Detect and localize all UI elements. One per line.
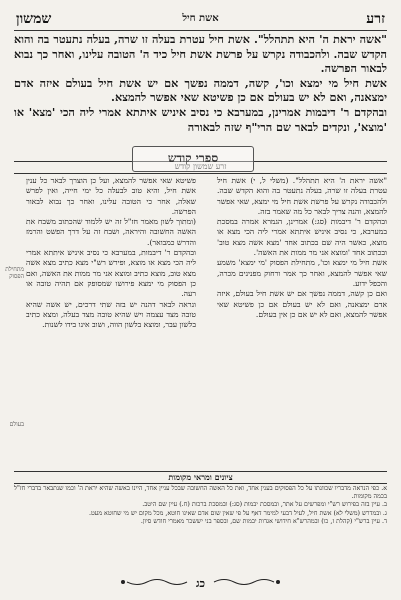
footnote: א. כפי הנראה מדבריו שכוונתו על כל הפסוקים בענין אחד, ואת כל האשה החשובה שבכל עניין אחד, היינו באשה שהיא יראת ה' וכמו שנתבאר בדברי חז"ל בכמה מקומות. (14, 485, 387, 501)
commentary-columns (5, 176, 387, 466)
separator-band: זרע שמשון קודש (14, 161, 387, 174)
ornament-icon (119, 577, 189, 587)
footnote: ד. עיין ברש"י (קהלת ז, כו) ובמהרש"א חידושי אגדות יבמות שם, ובספר בני יששכר מאמרי חודש סיון. (140, 517, 387, 525)
header-left: שמשון (16, 11, 52, 27)
footnote: ג. ובמדרש (משלי לא) אשת חיל, לעיל דבעי למימר דאף על פי שאין שום אדם שאינו חוטא, מכל מקום יש מי שחוטא מעט. (88, 509, 387, 517)
ornament-icon (212, 577, 282, 587)
main-paragraph: אשת חיל מי ימצא וכו', קשה, דממה נפשך אם יש אשת חיל בעולם איזה אדם ימצאנה, ואם לא יש בעולם אם כן פשיטא שאי אפשר להמצא. (14, 75, 387, 105)
column-paragraph: אשת חיל מי ימצא וכו', מתחילת הפסוק 'מי ימצא' משמע שאי אפשר להמצא, ואחר כך אמר ורחוק מפנינים מכרה, והכפל ידוע. (217, 258, 387, 288)
left-column (26, 176, 196, 330)
margin-note: מתחילת הפסוק (5, 266, 24, 280)
page-number: כג (195, 577, 205, 590)
margin-note: בעולם (9, 421, 24, 428)
running-header (14, 10, 387, 31)
header-center: אשת חיל (182, 13, 219, 24)
footnote: ב. עיין בזה בפירוש רש"י ומפרשים על אתר, ובמסכת יבמות (סג:) ובמסכת ברכות (ח.) עיין שם היטב. (142, 501, 387, 509)
column-paragraph: ובהקדם ר' דיבמות (סג:) אמרינן, הגמרא אמרה במסכת במערבא, כי נסיב איניש איתתא אמרי ליה הכי מצא או מוצא, כאשר היה שם בכתוב אחד 'מצא אשה מצא טוב' ובכתוב אחד 'ומוצא אני מר ממות את האשה'. (217, 217, 387, 258)
library-stamp: ספרי קודש (132, 146, 254, 172)
column-paragraph: (ומתוך לשון מאמר חז"ל זה יש ללמוד שהכתוב משבח את האשה החשובה והיראה, ושבח זה על דרך הפשט והרמז והדרש כמבואר). (26, 217, 196, 247)
header-right: זרע (366, 11, 385, 27)
column-paragraph: ונראה לבאר דהנה יש בזה שתי דרכים, יש אשה שהיא טובה מצד עצמה ויש שהיא טובה מצד בעלה, ומצא כתיב בלשון עבר, ומוצא בלשון הווה, ושוב אינו בידו לשנות. (26, 299, 196, 330)
main-paragraph: "אשה יראת ה' היא תתהלל". אשת חיל עטרת בעלה זו שרה, בעלה נתעטר בה והוא הקדש שבה. ולהכבודה נקרש על פרשת אשת חיל כיד ה' הטובה עלינו, ואחר כך נבוא לבאור הפרשה. (14, 32, 387, 76)
document-page (5, 10, 387, 592)
page-footer (14, 572, 387, 592)
footnotes (14, 485, 387, 526)
right-column (217, 176, 387, 320)
column-paragraph: פשיטא שאי אפשר להמצא, ועל כן הוצרך לבאר כל ענין אשת חיל, והיא טוב לבעלה כל ימי חייה, ואין לפרש שאלה, אחר כי הטובה עלינו, ואחר כך נבוא לבאור הפרשה. (26, 176, 196, 216)
column-paragraph: ובהקדם ר' דיבמות, במערבא כי נסיב איניש איתתא אמרי ליה הכי מצא או מוצא, ופירש רש"י מצא כתיב מצא אשה מצא טוב, מוצא כתיב ומוצא אני מר ממות את האשה, ואם כן הפסוק מי ימצא פירושו שמסופק אם תהיה טובה או רעה. (25, 248, 196, 299)
notes-header: ציונים ומראי מקומות (14, 471, 387, 484)
column-paragraph: "אשה יראת ה' היא תתהלל". (משלי ל, י) אשת חיל עטרת בעלה זו שרה, בעלה נתעטר בה והוא הקדש שבה. ולהכבודה נקרש על פרשת אשת חיל מי ימצא, שאי אפשר להמצא, והנה צריך לבאר כל מה שאמר בזה. (217, 176, 387, 216)
column-paragraph: ואם כן קשה, דממה נפשך אם יש אשת חיל בעולם, איזה אדם ימצאנה, ואם לא יש בעולם אם כן פשיטא שאי אפשר להמצא, ואם לא יש אם כן אין בעולם. (217, 289, 387, 319)
main-paragraph: ובהקדם ר' דיבמות אמרינן, במערבא כי נסיב איניש איתתא אמרי ליה הכי 'מצא' או 'מוצא', ונקדים לבאר שם הרי"ף שזה לבאורה (14, 104, 387, 134)
main-text-block (14, 32, 387, 134)
